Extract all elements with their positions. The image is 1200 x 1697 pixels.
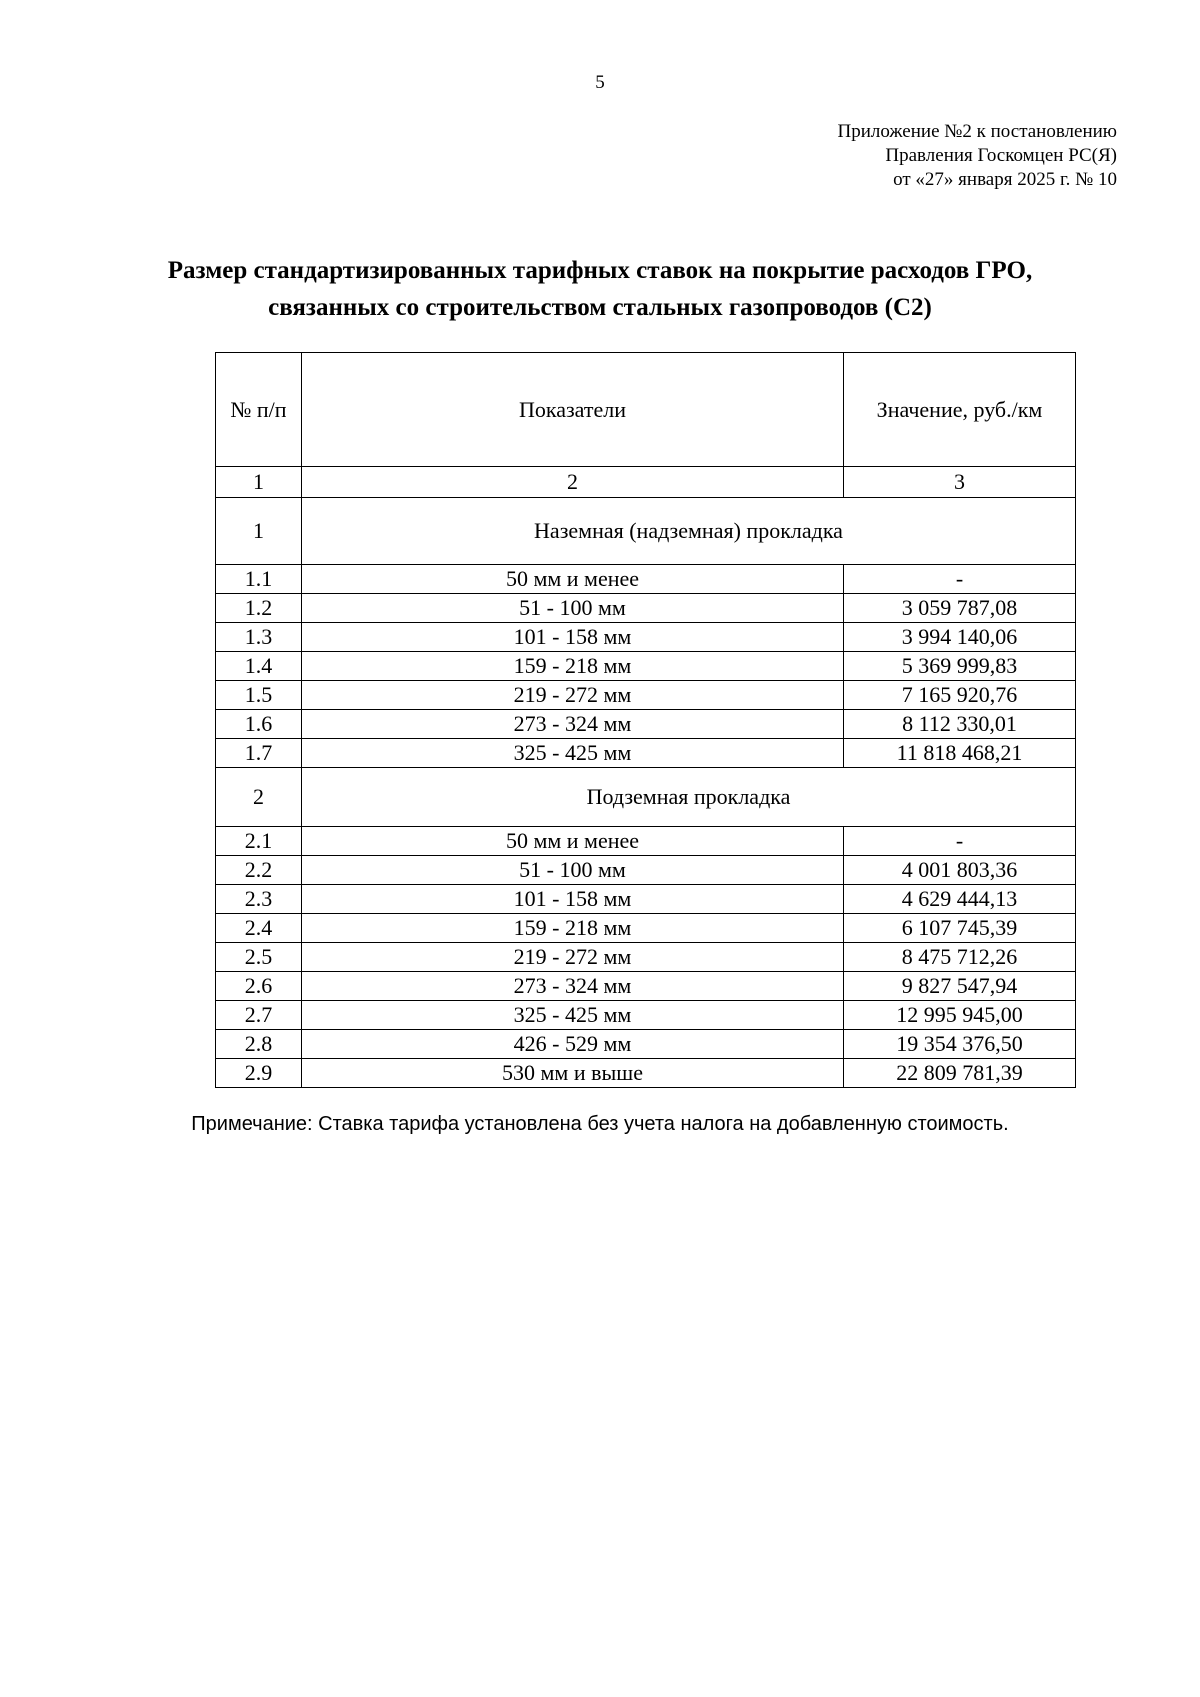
- row-value: 4 629 444,13: [844, 885, 1076, 914]
- row-number: 2.4: [216, 914, 302, 943]
- page-number: 5: [595, 72, 605, 93]
- row-indicator: 51 - 100 мм: [302, 856, 844, 885]
- row-value: 8 112 330,01: [844, 710, 1076, 739]
- row-number: 2.5: [216, 943, 302, 972]
- row-number: 1.6: [216, 710, 302, 739]
- row-indicator: 273 - 324 мм: [302, 710, 844, 739]
- table-row: [216, 1059, 1076, 1088]
- column-number-2: 2: [302, 467, 844, 498]
- row-indicator: 159 - 218 мм: [302, 652, 844, 681]
- appendix-line-2: Правления Госкомцен РС(Я): [885, 145, 1117, 166]
- row-value: 9 827 547,94: [844, 972, 1076, 1001]
- row-number: 2.2: [216, 856, 302, 885]
- row-value: 11 818 468,21: [844, 739, 1076, 768]
- row-number: 1.7: [216, 739, 302, 768]
- table-row: [216, 594, 1076, 623]
- row-value: 8 475 712,26: [844, 943, 1076, 972]
- table-row: [216, 710, 1076, 739]
- row-number: 1.5: [216, 681, 302, 710]
- row-value: 6 107 745,39: [844, 914, 1076, 943]
- row-indicator: 101 - 158 мм: [302, 623, 844, 652]
- table-row: [216, 1030, 1076, 1059]
- section-number: 2: [216, 768, 302, 827]
- appendix-reference: [838, 120, 1117, 192]
- title-line-2: связанных со строительством стальных газопроводов (С2): [268, 294, 932, 321]
- header-indicators: Показатели: [302, 353, 844, 467]
- row-indicator: 530 мм и выше: [302, 1059, 844, 1088]
- row-indicator: 50 мм и менее: [302, 565, 844, 594]
- table-row: [216, 827, 1076, 856]
- table-row: [216, 885, 1076, 914]
- row-value: 3 059 787,08: [844, 594, 1076, 623]
- table-row: [216, 565, 1076, 594]
- table-row: [216, 972, 1076, 1001]
- section-title: Подземная прокладка: [302, 768, 1076, 827]
- document-title: [120, 252, 1080, 326]
- column-numbers-row: [216, 467, 1076, 498]
- row-value: 12 995 945,00: [844, 1001, 1076, 1030]
- row-number: 2.7: [216, 1001, 302, 1030]
- row-number: 2.8: [216, 1030, 302, 1059]
- table-row: [216, 1001, 1076, 1030]
- column-number-3: 3: [844, 467, 1076, 498]
- section-row: [216, 768, 1076, 827]
- appendix-line-3: от «27» января 2025 г. № 10: [893, 169, 1117, 190]
- row-number: 2.3: [216, 885, 302, 914]
- table-row: [216, 652, 1076, 681]
- row-value: 4 001 803,36: [844, 856, 1076, 885]
- column-number-1: 1: [216, 467, 302, 498]
- row-value: 19 354 376,50: [844, 1030, 1076, 1059]
- footnote: Примечание: Ставка тарифа установлена без учета налога на добавленную стоимость.: [191, 1113, 1009, 1135]
- row-number: 1.3: [216, 623, 302, 652]
- row-indicator: 325 - 425 мм: [302, 1001, 844, 1030]
- header-number: № п/п: [216, 353, 302, 467]
- row-indicator: 50 мм и менее: [302, 827, 844, 856]
- table-row: [216, 623, 1076, 652]
- row-number: 1.1: [216, 565, 302, 594]
- row-value: 5 369 999,83: [844, 652, 1076, 681]
- table-row: [216, 739, 1076, 768]
- section-title: Наземная (надземная) прокладка: [302, 498, 1076, 565]
- row-number: 2.9: [216, 1059, 302, 1088]
- row-indicator: 426 - 529 мм: [302, 1030, 844, 1059]
- row-indicator: 51 - 100 мм: [302, 594, 844, 623]
- title-line-1: Размер стандартизированных тарифных ставок на покрытие расходов ГРО,: [167, 257, 1033, 284]
- row-indicator: 219 - 272 мм: [302, 681, 844, 710]
- table-row: [216, 943, 1076, 972]
- header-value: Значение, руб./км: [844, 353, 1076, 467]
- row-indicator: 325 - 425 мм: [302, 739, 844, 768]
- row-indicator: 159 - 218 мм: [302, 914, 844, 943]
- row-value: 22 809 781,39: [844, 1059, 1076, 1088]
- row-indicator: 101 - 158 мм: [302, 885, 844, 914]
- row-value: 7 165 920,76: [844, 681, 1076, 710]
- row-number: 1.4: [216, 652, 302, 681]
- section-row: [216, 498, 1076, 565]
- table-row: [216, 856, 1076, 885]
- table-row: [216, 914, 1076, 943]
- row-number: 1.2: [216, 594, 302, 623]
- appendix-line-1: Приложение №2 к постановлению: [837, 121, 1117, 142]
- table-row: [216, 681, 1076, 710]
- row-indicator: 273 - 324 мм: [302, 972, 844, 1001]
- row-value: -: [844, 565, 1076, 594]
- section-number: 1: [216, 498, 302, 565]
- row-indicator: 219 - 272 мм: [302, 943, 844, 972]
- row-number: 2.1: [216, 827, 302, 856]
- row-value: -: [844, 827, 1076, 856]
- table-header-row: [216, 353, 1076, 467]
- row-value: 3 994 140,06: [844, 623, 1076, 652]
- row-number: 2.6: [216, 972, 302, 1001]
- tariff-table: [215, 352, 1076, 1088]
